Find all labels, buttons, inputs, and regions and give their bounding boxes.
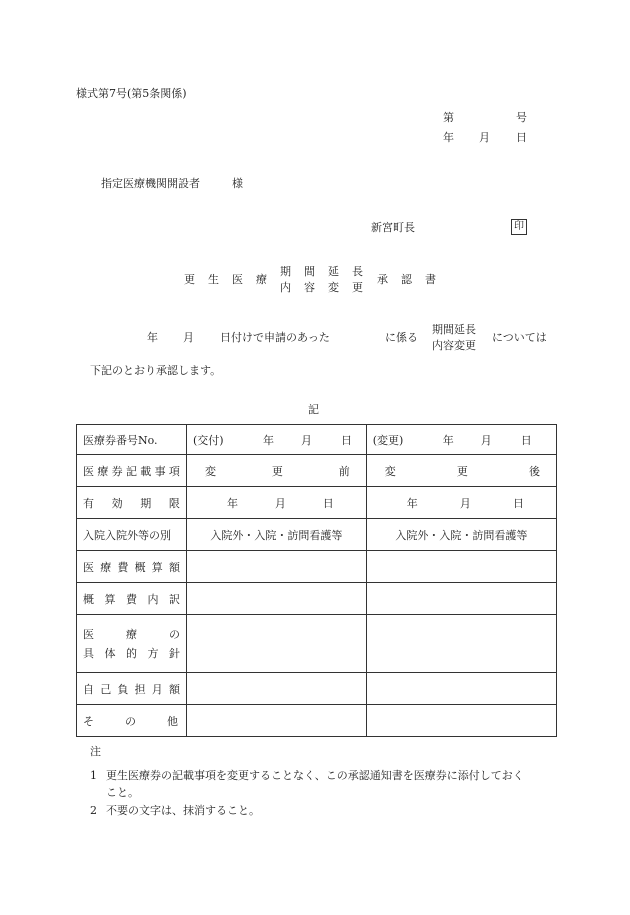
seal-stamp: 印 — [511, 219, 527, 235]
validity-from-cell: 年 月 日 — [186, 487, 366, 519]
title-upper-2: 間 — [304, 265, 315, 278]
table-row — [77, 425, 557, 455]
issue-date-cell: (交付) 年 月 日 — [186, 425, 366, 455]
row-label: 医療券番号No. — [77, 425, 187, 455]
table-row — [77, 673, 557, 705]
addressee-honorific: 様 — [232, 177, 243, 190]
note-2-line1: 不要の文字は、抹消すること。 — [106, 804, 260, 817]
cost-estimate-before-cell — [186, 551, 366, 583]
body-month: 月 — [183, 331, 194, 344]
title-prefix-4: 療 — [256, 273, 267, 286]
row-label: 医 療 費 概 算 額 — [77, 551, 187, 583]
row-label: そ の 他 — [77, 705, 187, 737]
after-change-cell: 変 更 後 — [366, 455, 556, 487]
addressee-name: 指定医療機関開設者 — [101, 177, 200, 190]
date-day: 日 — [516, 131, 527, 144]
table-row — [77, 705, 557, 737]
copay-after-cell — [366, 673, 556, 705]
body-text2: に係る — [385, 331, 418, 344]
body-option-lower: 内容変更 — [432, 339, 476, 352]
form-id: 様式第7号(第5条関係) — [76, 87, 187, 100]
date-year: 年 — [443, 131, 454, 144]
body-text3: については — [492, 331, 547, 344]
row-label: 有 効 期 限 — [77, 487, 187, 519]
body-option-upper: 期間延長 — [432, 323, 476, 336]
table-row — [77, 519, 557, 551]
row-label: 入院入院外等の別 — [77, 519, 187, 551]
notes-heading: 注 — [90, 745, 101, 758]
title-upper-4: 長 — [352, 265, 363, 278]
inpatient-before-cell: 入院外・入院・訪問看護等 — [186, 519, 366, 551]
title-prefix-3: 医 — [232, 273, 243, 286]
note-1-line1: 更生医療券の記載事項を変更することなく、この承認通知書を医療券に添付しておく — [106, 769, 524, 782]
body-text1: 日付けで申請のあった — [220, 331, 330, 344]
title-lower-2: 容 — [304, 281, 315, 294]
inpatient-after-cell: 入院外・入院・訪問看護等 — [366, 519, 556, 551]
number-dai: 第 — [443, 111, 454, 124]
change-date-cell: (変更) 年 月 日 — [366, 425, 556, 455]
note-1-line2: こと。 — [106, 786, 139, 799]
row-label: 自 己 負 担 月 額 — [77, 673, 187, 705]
note-2-number: 2 — [90, 804, 97, 817]
title-suffix-1: 承 — [377, 273, 388, 286]
copay-before-cell — [186, 673, 366, 705]
validity-to-cell: 年 月 日 — [366, 487, 556, 519]
title-lower-1: 内 — [280, 281, 291, 294]
other-after-cell — [366, 705, 556, 737]
row-label: 概 算 費 内 訳 — [77, 583, 187, 615]
other-before-cell — [186, 705, 366, 737]
title-suffix-3: 書 — [425, 273, 436, 286]
row-label: 医 療 の 具 体 的 方 針 — [77, 615, 187, 673]
cost-breakdown-before-cell — [186, 583, 366, 615]
cost-estimate-after-cell — [366, 551, 556, 583]
policy-before-cell — [186, 615, 366, 673]
title-upper-3: 延 — [328, 265, 339, 278]
title-suffix-2: 認 — [401, 273, 412, 286]
cost-breakdown-after-cell — [366, 583, 556, 615]
note-1-number: 1 — [90, 769, 97, 782]
table-row — [77, 615, 557, 673]
title-upper-1: 期 — [280, 265, 291, 278]
ki-heading: 記 — [308, 403, 319, 416]
number-go: 号 — [516, 111, 527, 124]
table-row — [77, 455, 557, 487]
body-line2: 下記のとおり承認します。 — [90, 364, 222, 377]
before-change-cell: 変 更 前 — [186, 455, 366, 487]
title-prefix-1: 更 — [184, 273, 195, 286]
row-label: 医 療 券 記 載 事 項 — [77, 455, 187, 487]
table-row — [77, 487, 557, 519]
date-month: 月 — [479, 131, 490, 144]
table-row — [77, 551, 557, 583]
policy-after-cell — [366, 615, 556, 673]
issuer-name: 新宮町長 — [371, 221, 415, 234]
body-year: 年 — [147, 331, 158, 344]
title-prefix-2: 生 — [208, 273, 219, 286]
approval-table — [76, 424, 557, 737]
table-row — [77, 583, 557, 615]
title-lower-3: 変 — [328, 281, 339, 294]
title-lower-4: 更 — [352, 281, 363, 294]
